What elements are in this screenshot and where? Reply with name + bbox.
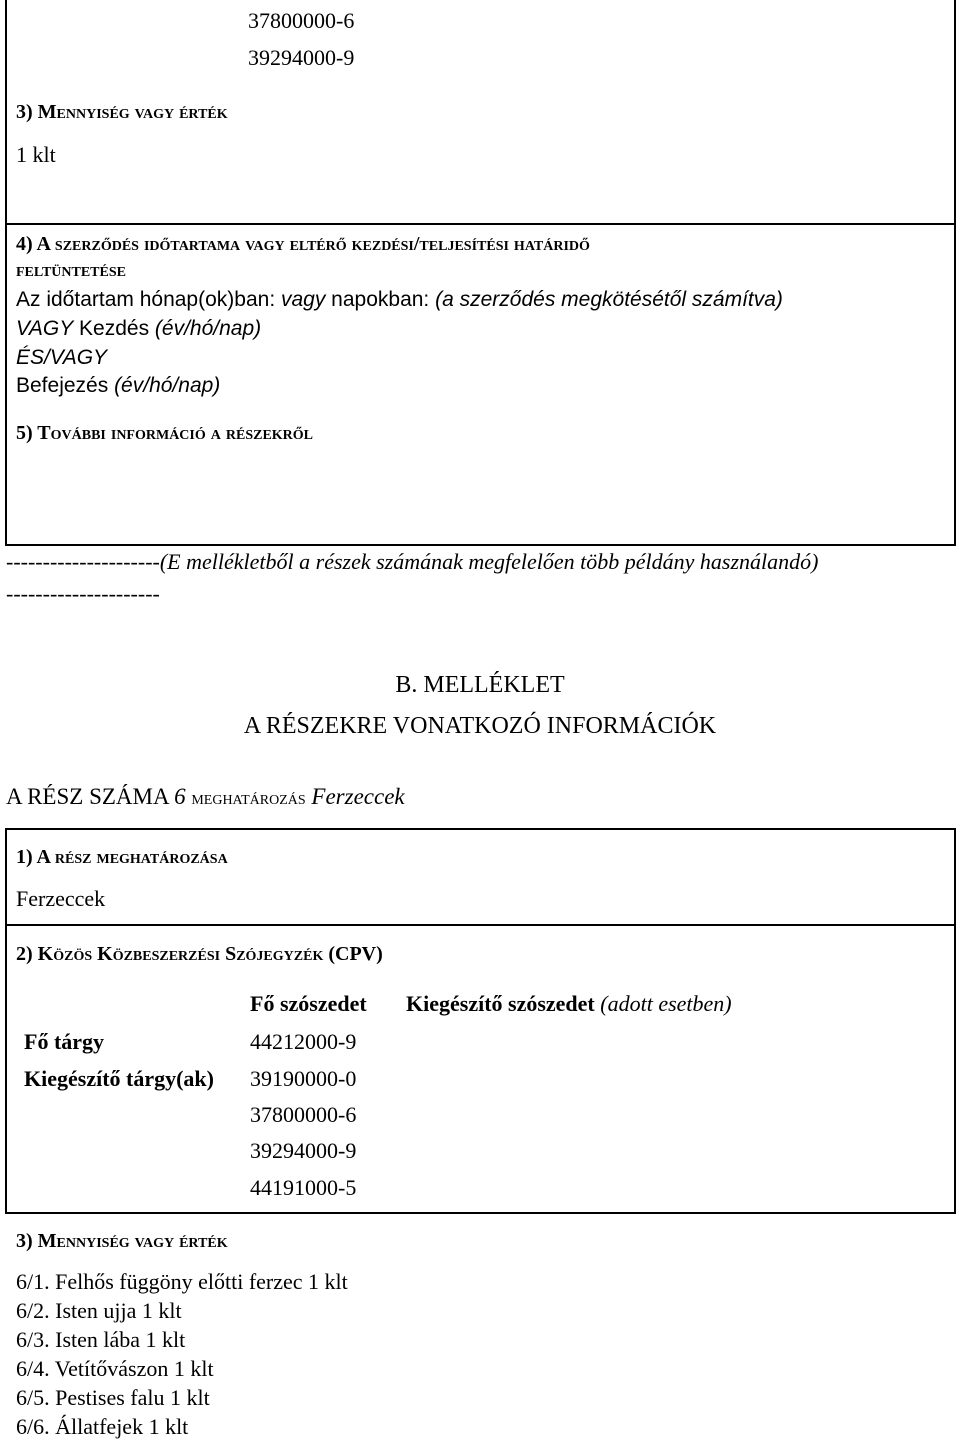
quantity-value: 1 klt: [16, 142, 56, 167]
cpv-supp-code: 39294000-9: [250, 1138, 357, 1163]
duration-start-line: VAGY Kezdés (év/hó/nap): [16, 317, 262, 340]
section-title-further-info: 5) További információ a részekről: [16, 422, 314, 444]
section-title-quantity: 3) Mennyiség vagy érték: [16, 101, 228, 123]
cpv-supp-code: 39190000-0: [250, 1066, 357, 1091]
section-box-part-definition: [5, 828, 956, 926]
quantity-item: 6/5. Pestises falu 1 klt: [16, 1385, 210, 1410]
duration-and-or: ÉS/VAGY: [16, 346, 108, 369]
quantity-item: 6/3. Isten lába 1 klt: [16, 1327, 186, 1352]
quantity-item: 6/1. Felhős függöny előtti ferzec 1 klt: [16, 1269, 348, 1294]
cpv-code: 37800000-6: [248, 8, 355, 33]
quantity-item: 6/2. Isten ujja 1 klt: [16, 1298, 182, 1323]
cpv-supp-code: 37800000-6: [250, 1102, 357, 1127]
section-title-part-definition: 1) A rész meghatározása: [16, 846, 228, 868]
cpv-row-main-label: Fő tárgy: [24, 1029, 105, 1054]
quantity-item: 6/4. Vetítővászon 1 klt: [16, 1356, 214, 1381]
duration-months-line: Az időtartam hónap(ok)ban: vagy napokban: (a szerződés megkötésétől számítva): [16, 288, 783, 311]
separator-dashes: ---------------------: [6, 581, 160, 606]
annex-title: B. MELLÉKLET: [395, 672, 565, 698]
part-definition-value: Ferzeccek: [16, 886, 106, 911]
cpv-code: 39294000-9: [248, 45, 355, 70]
annex-subtitle: A RÉSZEKRE VONATKOZÓ INFORMÁCIÓK: [243, 713, 717, 739]
cpv-supp-code: 44191000-5: [250, 1175, 357, 1200]
section-title-quantity: 3) Mennyiség vagy érték: [16, 1230, 228, 1252]
section-title-cpv: 2) Közös Közbeszerzési Szójegyzék (CPV): [16, 943, 383, 965]
separator-note: ---------------------(E mellékletből a részek számának megfelelően több példány használandó): [6, 549, 819, 574]
section-title-duration-line2: feltüntetése: [16, 259, 126, 281]
quantity-item: 6/6. Állatfejek 1 klt: [16, 1414, 189, 1439]
cpv-col-main: Fő szószedet: [250, 991, 367, 1016]
cpv-main-code: 44212000-9: [250, 1029, 357, 1054]
section-title-duration: 4) A szerződés időtartama vagy eltérő kezdési/teljesítési határidő: [16, 233, 590, 255]
cpv-row-supp-label: Kiegészítő tárgy(ak): [24, 1066, 214, 1091]
cpv-col-supplementary: Kiegészítő szószedet (adott esetben): [406, 991, 732, 1016]
part-header: A RÉSZ SZÁMA 6 meghatározás Ferzeccek: [6, 784, 405, 809]
duration-end-line: Befejezés (év/hó/nap): [16, 374, 221, 397]
